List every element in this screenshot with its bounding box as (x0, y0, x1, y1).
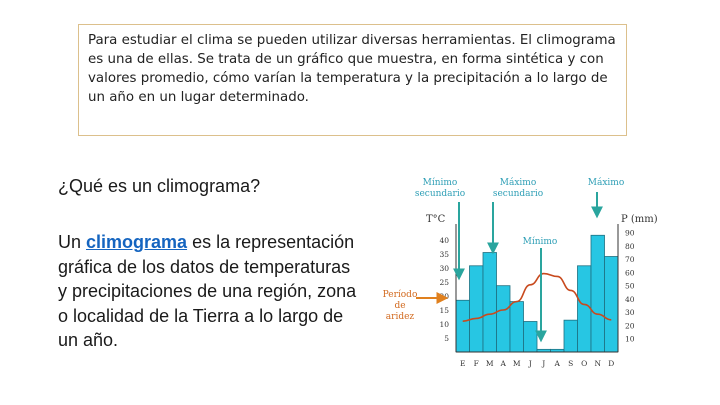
y-left-tick-10: 10 (439, 320, 449, 329)
y-left-tick-25: 25 (439, 278, 449, 287)
y-left-tick-5: 5 (444, 334, 449, 343)
x-tick-10: O (581, 359, 588, 368)
annotation-maximo: Máximo (587, 178, 625, 188)
precip-bar-11 (591, 235, 605, 352)
annotation-maximo-secundario: Máximo secundario (492, 178, 544, 199)
x-tick-3: M (485, 359, 494, 368)
y-left-tick-15: 15 (439, 306, 449, 315)
precip-bar-5 (510, 302, 524, 352)
precip-bar-10 (578, 266, 592, 352)
y-right-tick-30: 30 (625, 308, 635, 318)
x-tick-1: E (460, 359, 466, 368)
y-right-tick-70: 70 (625, 255, 635, 265)
x-tick-9: S (568, 359, 574, 368)
precip-bar-6 (524, 321, 538, 352)
y-left-tick-35: 35 (439, 250, 449, 259)
x-tick-11: N (594, 359, 602, 368)
y-left-tick-40: 40 (439, 236, 449, 245)
y-left-tick-20: 20 (439, 292, 449, 301)
x-tick-12: D (608, 359, 615, 368)
y-right-tick-50: 50 (625, 281, 635, 291)
climograma-link[interactable]: climograma (86, 232, 188, 252)
annotation-periodo-aridez: Período de aridez (382, 290, 418, 322)
annotation-minimo-secundario: Mínimo secundario (414, 178, 466, 199)
x-tick-7: J (542, 359, 546, 368)
precip-bar-9 (564, 320, 578, 352)
y-right-tick-10: 10 (625, 334, 635, 344)
x-tick-8: A (554, 359, 560, 368)
precip-bar-4 (497, 286, 511, 352)
intro-text: Para estudiar el clima se pueden utilizar diversas herramientas. El climograma es una de ellas. Se trata de un gráfico que muestra, en forma sintética y con valores promedio, cómo varían la temperatura y la precipitación a lo largo de un año en un lugar determinado. (88, 33, 616, 105)
y-right-tick-60: 60 (625, 268, 635, 278)
annotation-minimo: Mínimo (522, 237, 558, 247)
y-right-tick-90: 90 (625, 228, 635, 238)
y-right-tick-40: 40 (625, 294, 635, 304)
x-tick-4: A (500, 359, 506, 368)
x-tick-5: M (512, 359, 521, 368)
precip-bar-1 (456, 300, 470, 352)
precip-bar-3 (483, 253, 497, 352)
definition-prefix: Un (58, 232, 87, 252)
x-tick-2: F (473, 359, 479, 368)
question-heading: ¿Qué es un climograma? (58, 176, 261, 196)
precip-bar-2 (470, 266, 484, 352)
y-left-tick-30: 30 (439, 264, 449, 273)
y-right-title: P (mm) (621, 214, 658, 225)
y-right-tick-80: 80 (625, 241, 635, 251)
definition-suffix: es la representación gráfica de los datos de temperaturas y precipitaciones de una región, zona o localidad de la Tierra a lo largo de un año. (58, 232, 357, 350)
x-tick-6: J (528, 359, 532, 368)
y-left-title: T°C (426, 214, 446, 225)
y-right-tick-20: 20 (625, 321, 635, 331)
precip-bar-12 (605, 257, 619, 352)
